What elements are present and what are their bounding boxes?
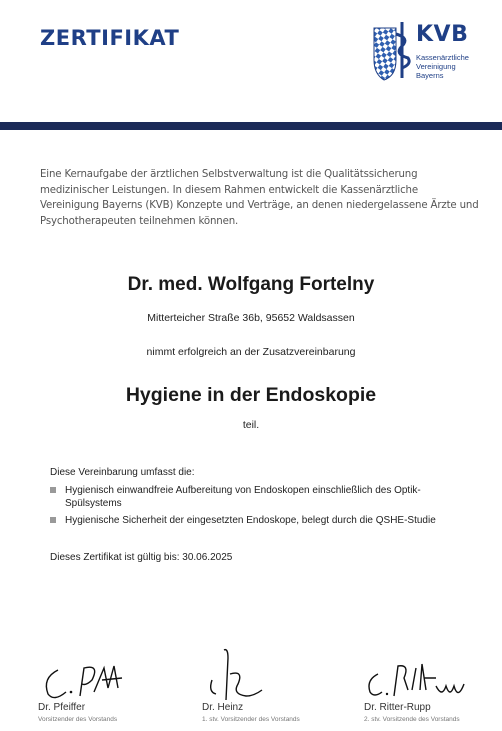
handwritten-signature-icon: [38, 640, 148, 704]
header-divider-bar: [0, 122, 502, 130]
signatory-role: 1. stv. Vorsitzender des Vorstands: [202, 716, 300, 723]
logo-text: KVB: [416, 22, 469, 47]
bullet-square-icon: [50, 517, 56, 523]
bavarian-diamond-emblem-icon: [372, 20, 412, 82]
scope-list: [50, 484, 470, 531]
signature-block-ritter-rupp: [364, 640, 494, 723]
intro-paragraph: Eine Kernaufgabe der ärztlichen Selbstverwaltung ist die Qualitätssicherung medizinischer Leistungen. In diesem Rahmen entwickelt die Kassenärztliche Vereinigung Bayerns (KVB) Konzepte und Verträge, an denen niedergelassene Ärzte und Psychotherapeuten teilnehmen können.: [40, 169, 479, 227]
program-title: Hygiene in der Endoskopie: [125, 384, 377, 406]
list-item: Hygienisch einwandfreie Aufbereitung von Endoskopen einschließlich des Optik-Spülsystems: [50, 484, 470, 510]
signature-block-heinz: [202, 640, 332, 723]
signatory-role: 2. stv. Vorsitzende des Vorstands: [364, 716, 460, 723]
participation-statement: nimmt erfolgreich an der Zusatzvereinbarung: [146, 346, 356, 358]
logo-subtitle: Kassenärztliche Vereinigung Bayerns: [416, 53, 469, 80]
signature-block-pfeiffer: [38, 640, 168, 723]
list-item: Hygienische Sicherheit der eingesetzten Endoskope, belegt durch die QSHE-Studie: [50, 514, 470, 527]
statement-suffix: teil.: [242, 419, 260, 431]
recipient-name: Dr. med. Wolfgang Fortelny: [127, 274, 375, 295]
kvb-logo: [372, 20, 484, 84]
signatory-role: Vorsitzender des Vorstands: [38, 716, 118, 723]
signatory-name: Dr. Pfeiffer: [38, 702, 86, 713]
handwritten-signature-icon: [202, 640, 312, 704]
scope-intro: Diese Vereinbarung umfasst die:: [50, 467, 195, 478]
bullet-square-icon: [50, 487, 56, 493]
handwritten-signature-icon: [364, 640, 474, 704]
certificate-title: ZERTIFIKAT: [40, 26, 180, 50]
signatory-name: Dr. Heinz: [202, 702, 244, 713]
validity-date: Dieses Zertifikat ist gültig bis: 30.06.2025: [50, 552, 233, 563]
signatory-name: Dr. Ritter-Rupp: [364, 702, 431, 713]
recipient-address: Mitterteicher Straße 36b, 95652 Waldsassen: [147, 312, 355, 324]
